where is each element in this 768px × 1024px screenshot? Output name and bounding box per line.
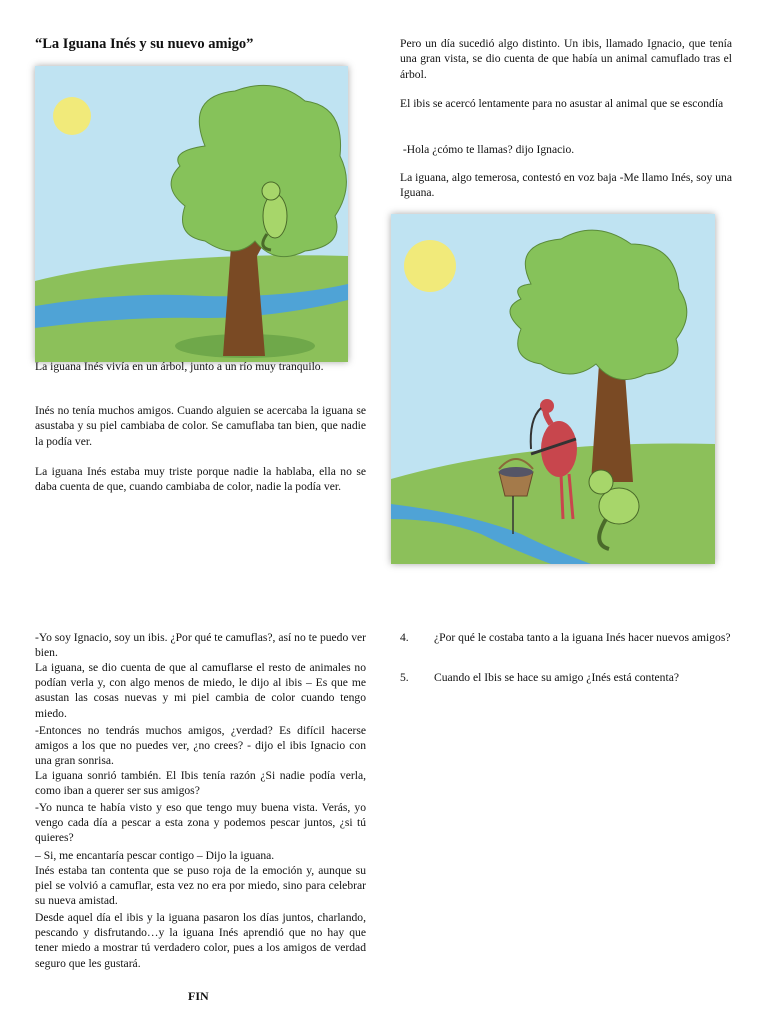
paragraph-iguana-smiles: La iguana sonrió también. El Ibis tenía razón ¿Si nadie podía verla, como iban a querer ser sus amigos?	[35, 769, 366, 798]
paragraph-iguana-explains: La iguana, se dio cuenta de que al camuflarse el resto de animales no podían verla y, con algo menos de miedo, le dijo al ibis – Es que me asustan las cosas nuevas y mi piel cambia de color cuando tengo miedo.	[35, 661, 366, 720]
question-text: Cuando el Ibis se hace su amigo ¿Inés está contenta?	[434, 671, 679, 684]
paragraph-sad: La iguana Inés estaba muy triste porque nadie la hablaba, ella no se daba cuenta de que, cuando cambiaba de color, nadie la podía ver.	[35, 465, 366, 494]
question-number: 5.	[400, 671, 409, 684]
paragraph-no-friends: Inés no tenía muchos amigos. Cuando alguien se acercaba la iguana se asustaba y su piel cambiaba de color. Se camuflaba tan bien, que nadie la podía ver.	[35, 404, 366, 448]
paragraph-greeting: -Hola ¿cómo te llamas? dijo Ignacio.	[400, 143, 575, 156]
paragraph-fishing-offer: -Yo nunca te había visto y eso que tengo muy buena vista. Verás, yo vengo cada día a pescar a esta zona y podemos pescar juntos, ¿si tú quieres?	[35, 801, 366, 845]
question-number: 4.	[400, 631, 409, 644]
paragraph-ibis-approaches: El ibis se acercó lentamente para no asustar al animal que se escondía	[400, 97, 724, 110]
illustration-ibis-and-iguana	[391, 214, 715, 564]
question-text: ¿Por qué le costaba tanto a la iguana Inés hacer nuevos amigos?	[434, 631, 731, 644]
paragraph-iguana-accepts: – Si, me encantaría pescar contigo – Dijo la iguana.	[35, 849, 275, 862]
paragraph-celebration: Inés estaba tan contenta que se puso roja de la emoción y, aunque su piel se volvió a camuflar, esta vez no era por miedo, sino para celebrar su nueva amistad.	[35, 864, 366, 908]
paragraph-intro: La iguana Inés vivía en un árbol, junto a un río muy tranquilo.	[35, 360, 324, 373]
question-5	[400, 670, 732, 685]
paragraph-moral: Desde aquel día el ibis y la iguana pasaron los días juntos, charlando, pescando y disfrutando…y la iguana Inés aprendió que no hay que tener miedo a mostrar tú verdadero color, pues a los amigos de verdad seguro que les gustará.	[35, 911, 366, 970]
paragraph-ibis-arrives: Pero un día sucedió algo distinto. Un ibis, llamado Ignacio, que tenía una gran vista, se dio cuenta de que había un animal camuflado tras el árbol.	[400, 37, 732, 81]
paragraph-ignacio-intro: -Yo soy Ignacio, soy un ibis. ¿Por qué te camuflas?, así no te puedo ver bien.	[35, 631, 366, 660]
story-title: “La Iguana Inés y su nuevo amigo”	[35, 36, 254, 52]
paragraph-ibis-advice: -Entonces no tendrás muchos amigos, ¿verdad? Es difícil hacerse amigos a los que no puedes ver, ¿no crees? - dijo el ibis Ignacio con una gran sonrisa.	[35, 724, 366, 768]
question-4	[400, 630, 732, 645]
illustration-iguana-in-tree	[35, 66, 348, 362]
paragraph-iguana-answers: La iguana, algo temerosa, contestó en voz baja -Me llamo Inés, soy una Iguana.	[400, 171, 732, 200]
story-end: FIN	[188, 989, 209, 1003]
